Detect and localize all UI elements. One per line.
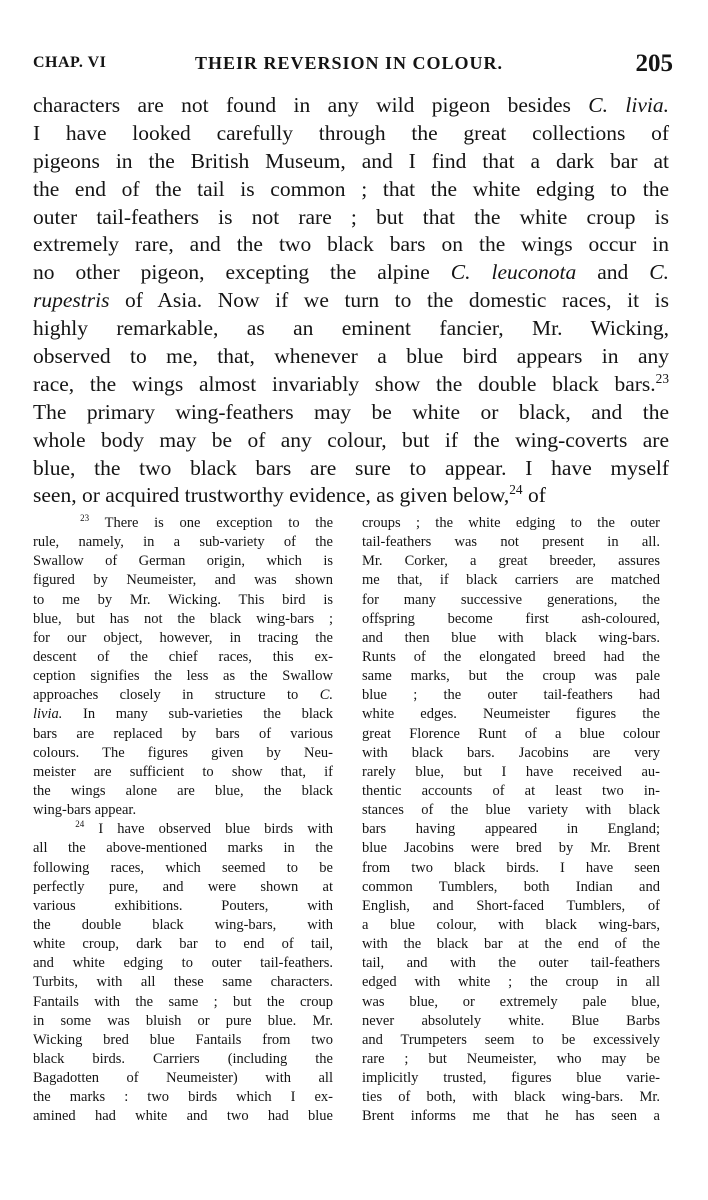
footnote-line: figured by Neumeister, and was shown: [33, 572, 333, 589]
footnote-line: ception signifies the less as the Swallow: [33, 668, 333, 685]
footnote-line: Fantails with the same ; but the croup: [33, 993, 333, 1010]
footnote-line: Mr. Corker, a great breeder, assures: [362, 553, 660, 570]
footnote-line: the double black wing-bars, with: [33, 916, 333, 933]
body-text-line: characters are not found in any wild pigeon besides C. livia.: [33, 93, 669, 117]
footnote-line: bars having appeared in England;: [362, 821, 660, 838]
body-text-line: observed to me, that, whenever a blue bird appears in any: [33, 344, 669, 369]
footnote-line: for many successive generations, the: [362, 591, 660, 608]
footnote-line: black birds. Carriers (including the: [33, 1050, 333, 1067]
running-title: THEIR REVERSION IN COLOUR.: [195, 53, 504, 73]
footnote-line: Bagadotten of Neumeister) with all: [33, 1070, 333, 1087]
footnote-line: in some was bluish or pure blue. Mr.: [33, 1012, 333, 1029]
footnote-line: and Trumpeters seem to be excessively: [362, 1031, 660, 1048]
footnote-line: with black bars. Jacobins are very: [362, 744, 660, 761]
footnote-line: the marks : two birds which I ex-: [33, 1089, 333, 1106]
footnote-line: meister are sufficient to show that, if: [33, 763, 333, 780]
footnotes-left-column: [33, 514, 333, 1127]
body-text-line: seen, or acquired trustworthy evidence, as given below,$^{24}$ of: [33, 482, 546, 508]
footnote-line: bars are replaced by bars of various: [33, 725, 333, 742]
footnote-line: common Tumblers, both Indian and: [362, 878, 660, 895]
footnote-line: to me by Mr. Wicking. This bird is: [33, 591, 333, 608]
footnote-line: perfectly pure, and were shown at: [33, 878, 333, 895]
footnote-line: with the black bar at the end of the: [362, 936, 660, 953]
footnote-line: Turbits, with all these same characters.: [33, 974, 333, 991]
footnote-line: Brent informs me that he has seen a: [362, 1108, 660, 1125]
footnote-line: Swallow of German origin, which is: [33, 553, 333, 570]
footnote-line: great Florence Runt of a blue colour: [362, 725, 660, 742]
footnote-line: livia. In many sub-varieties the black: [33, 706, 333, 723]
footnote-line: same marks, but the croup was pale: [362, 668, 660, 685]
footnote-line: various exhibitions. Pouters, with: [33, 897, 333, 914]
footnote-line: rare ; but Neumeister, who may be: [362, 1050, 660, 1067]
footnote-line: Wicking bred blue Fantails from two: [33, 1031, 333, 1048]
footnote-line: white croup, dark bar to end of tail,: [33, 936, 333, 953]
footnote-line: a blue colour, with black wing-bars,: [362, 916, 660, 933]
footnote-line: from two black birds. I have seen: [362, 859, 660, 876]
body-text-line: race, the wings almost invariably show the double black bars.$^{23}$: [33, 370, 669, 396]
footnote-line: the wings alone are blue, the black: [33, 782, 333, 799]
body-text-line: the end of the tail is common ; that the white edging to the: [33, 176, 669, 201]
footnote-line: tail-feathers was not present in all.: [362, 534, 660, 551]
footnote-line: English, and Short-faced Tumblers, of: [362, 897, 660, 914]
footnote-line: colours. The figures given by Neu-: [33, 744, 333, 761]
footnote-line: wing-bars appear.: [33, 802, 137, 819]
main-body-text: [33, 92, 669, 510]
footnote-line: thentic accounts of at least two in-: [362, 782, 660, 799]
footnotes-right-column: [362, 514, 660, 1127]
body-text-line: blue, the two black bars are sure to appear. I have myself: [33, 455, 669, 480]
footnote-line: offspring become first ash-coloured,: [362, 610, 660, 627]
body-text-line: extremely rare, and the two black bars on the wings occur in: [33, 232, 669, 257]
running-header: [33, 50, 673, 90]
footnote-line: Runts of the elongated breed had the: [362, 648, 660, 665]
footnote-line: edged with white ; the croup in all: [362, 974, 660, 991]
footnote-line: ties of both, with black wing-bars. Mr.: [362, 1089, 660, 1106]
footnote-line: rule, namely, in a sub-variety of the: [33, 534, 333, 551]
footnote-line: rarely blue, but I have received au-: [362, 763, 660, 780]
footnote-line: and white edging to outer tail-feathers.: [33, 955, 333, 972]
footnote-line: descent of the chief races, this ex-: [33, 648, 333, 665]
page-number: 205: [635, 50, 673, 77]
footnote-line: croups ; the white edging to the outer: [362, 515, 660, 531]
footnote-line: never absolutely white. Blue Barbs: [362, 1012, 660, 1029]
footnote-line: tail, and with the outer tail-feathers: [362, 955, 660, 972]
body-text-line: highly remarkable, as an eminent fancier, Mr. Wicking,: [33, 316, 669, 341]
footnote-line: and then blue with black wing-bars.: [362, 629, 660, 646]
footnote-line: blue ; the outer tail-feathers had: [362, 687, 660, 704]
footnote-line: was blue, or extremely pale blue,: [362, 993, 660, 1010]
chapter-label: CHAP. VI: [33, 54, 107, 71]
footnote-line: me that, if black carriers are matched: [362, 572, 660, 589]
footnote-line: implicitly trusted, figures blue varie-: [362, 1070, 660, 1087]
body-text-line: no other pigeon, excepting the alpine C. leuconota and C.: [33, 260, 669, 285]
footnote-line: all the above-mentioned marks in the: [33, 840, 333, 857]
footnote-line: $^{23}$ There is one exception to the: [80, 513, 333, 531]
body-text-line: The primary wing-feathers may be white or black, and the: [33, 399, 669, 424]
footnote-line: $^{24}$ I have observed blue birds with: [75, 819, 333, 838]
footnote-line: approaches closely in structure to C.: [33, 687, 333, 704]
body-text-line: whole body may be of any colour, but if the wing-coverts are: [33, 427, 669, 452]
footnote-line: white edges. Neumeister figures the: [362, 706, 660, 723]
footnote-line: stances of the blue variety with black: [362, 802, 660, 819]
footnote-line: amined had white and two had blue: [33, 1108, 333, 1125]
footnote-line: for our object, however, in tracing the: [33, 629, 333, 646]
footnote-line: blue, but has not the black wing-bars ;: [33, 610, 333, 627]
body-text-line: outer tail-feathers is not rare ; but that the white croup is: [33, 204, 669, 229]
body-text-line: I have looked carefully through the great collections of: [33, 120, 669, 145]
footnote-line: following races, which seemed to be: [33, 859, 333, 876]
footnote-line: blue Jacobins were bred by Mr. Brent: [362, 840, 660, 857]
body-text-line: pigeons in the British Museum, and I find that a dark bar at: [33, 148, 669, 173]
body-text-line: rupestris of Asia. Now if we turn to the domestic races, it is: [33, 288, 669, 313]
